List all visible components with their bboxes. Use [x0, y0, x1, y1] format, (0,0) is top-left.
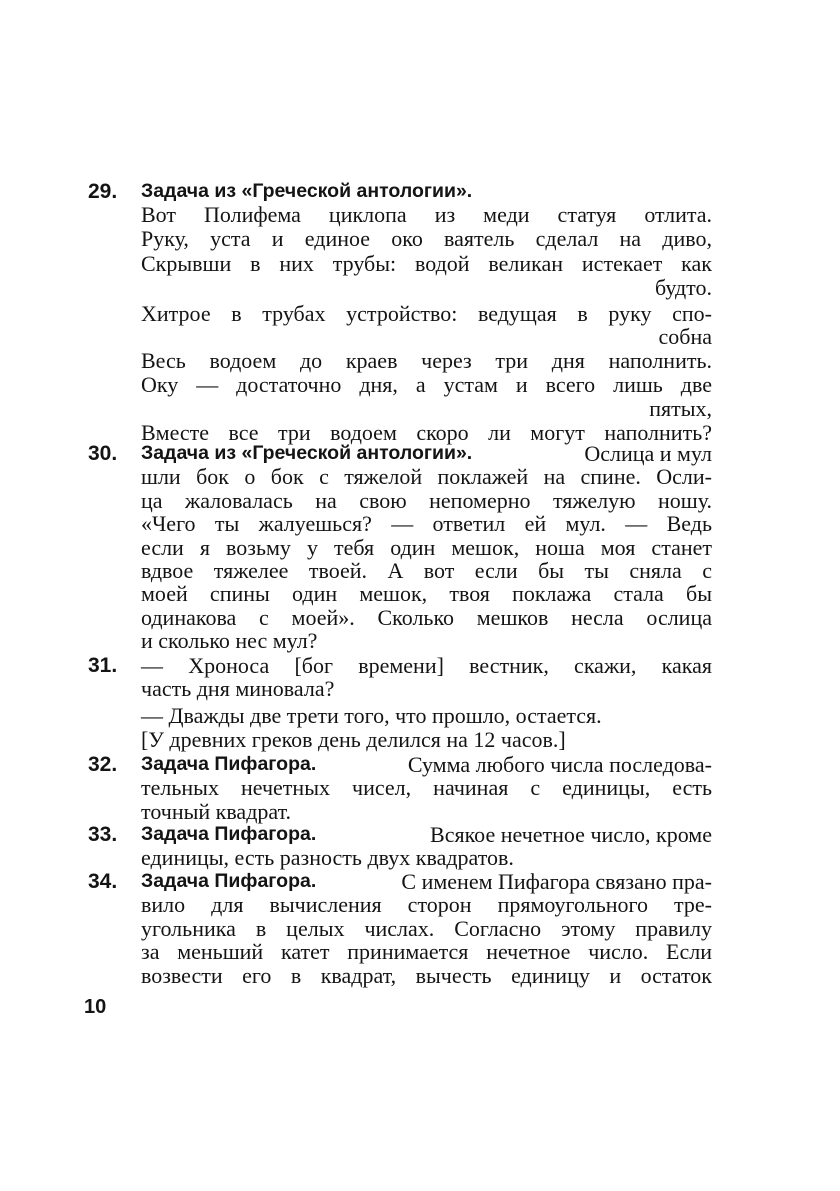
problem-number: 34. — [88, 870, 118, 893]
problem-title: Задача Пифагора. — [141, 753, 317, 775]
text-line: моей спины один мешок, твоя поклажа стала бы — [141, 581, 712, 607]
text-line: — Хроноса [бог времени] вестник, скажи, какая — [141, 653, 712, 678]
text-line: «Чего ты жалуешься? — ответил ей мул. — Ведь — [141, 511, 712, 537]
problem-body — [141, 654, 712, 752]
problem-first-line — [141, 823, 712, 846]
problem-number: 33. — [88, 823, 118, 846]
problem-text: Ослица и мул — [584, 441, 712, 466]
text-line: за меньший катет принимается нечетное число. Если — [141, 939, 712, 965]
problem-body — [141, 180, 712, 444]
text-line: и сколько нес мул? — [141, 628, 318, 654]
text-line: угольника в целых числах. Согласно этому правилу — [141, 915, 712, 941]
text-line: [У древних греков день делился на 12 часов.] — [141, 727, 566, 753]
problem-number: 32. — [88, 753, 118, 776]
problem-title: Задача из «Греческой антологии». — [141, 442, 473, 464]
problem-number: 31. — [88, 654, 118, 677]
poem-line: Оку — достаточно дня, а устам и всего лишь две — [141, 372, 712, 398]
poem-line: Руку, уста и единое око ваятель сделал на диво, — [141, 225, 712, 251]
text-line: вило для вычисления сторон прямоугольного тре- — [141, 892, 712, 918]
poem-line: будто. — [655, 274, 712, 300]
text-line: точный квадрат. — [141, 798, 292, 824]
text-line: одинакова с моей». Сколько мешков несла ослица — [141, 604, 712, 630]
problem-text: Сумма любого числа последова- — [407, 752, 712, 777]
problem-first-line — [141, 870, 712, 893]
problem-first-line — [141, 753, 712, 776]
text-line: если я возьму у тебя один мешок, ноша моя станет — [141, 534, 712, 560]
problem-text: С именем Пифагора связано пра- — [401, 869, 712, 894]
poem-line: Скрывши в них трубы: водой великан истекает как — [141, 251, 712, 277]
problem-body — [141, 870, 712, 987]
problem-number: 29. — [88, 180, 118, 203]
problem-title: Задача Пифагора. — [141, 870, 317, 892]
page-number: 10 — [84, 996, 107, 1018]
poem-line: Хитрое в трубах устройство: ведущая в руку спо- — [141, 300, 712, 326]
text-line: шли бок о бок с тяжелой поклажей на спине. Осли- — [141, 464, 712, 490]
text-line: ца жаловалась на свою непомерно тяжелую ношу. — [141, 487, 712, 513]
problem-body — [141, 442, 712, 653]
text-line: единицы, есть разность двух квадратов. — [141, 845, 514, 871]
problem-body — [141, 753, 712, 823]
problem-first-line — [141, 442, 712, 465]
problem-title: Задача из «Греческой антологии». — [141, 180, 473, 202]
text-line: тельных нечетных чисел, начиная с единицы, есть — [141, 775, 712, 801]
text-line: возвести его в квадрат, вычесть единицу и остаток — [141, 962, 712, 988]
text-line: вдвое тяжелее твоей. А вот если бы ты сняла с — [141, 557, 712, 583]
poem-line: Вот Полифема циклопа из меди статуя отлита. — [141, 202, 712, 228]
problem-body — [141, 823, 712, 870]
problem-title: Задача Пифагора. — [141, 823, 317, 845]
text-line: — Дважды две трети того, что прошло, остается. — [141, 702, 602, 728]
problem-text: Всякое нечетное число, кроме — [430, 822, 712, 847]
text-line: часть дня миновала? — [141, 676, 335, 702]
poem-line: пятых, — [649, 395, 712, 421]
poem-line: Вместе все три водоем скоро ли могут наполнить? — [141, 419, 712, 445]
poem-line: Весь водоем до краев через три дня наполнить. — [141, 347, 712, 373]
poem-line: собна — [658, 324, 712, 350]
problem-number: 30. — [88, 442, 118, 465]
